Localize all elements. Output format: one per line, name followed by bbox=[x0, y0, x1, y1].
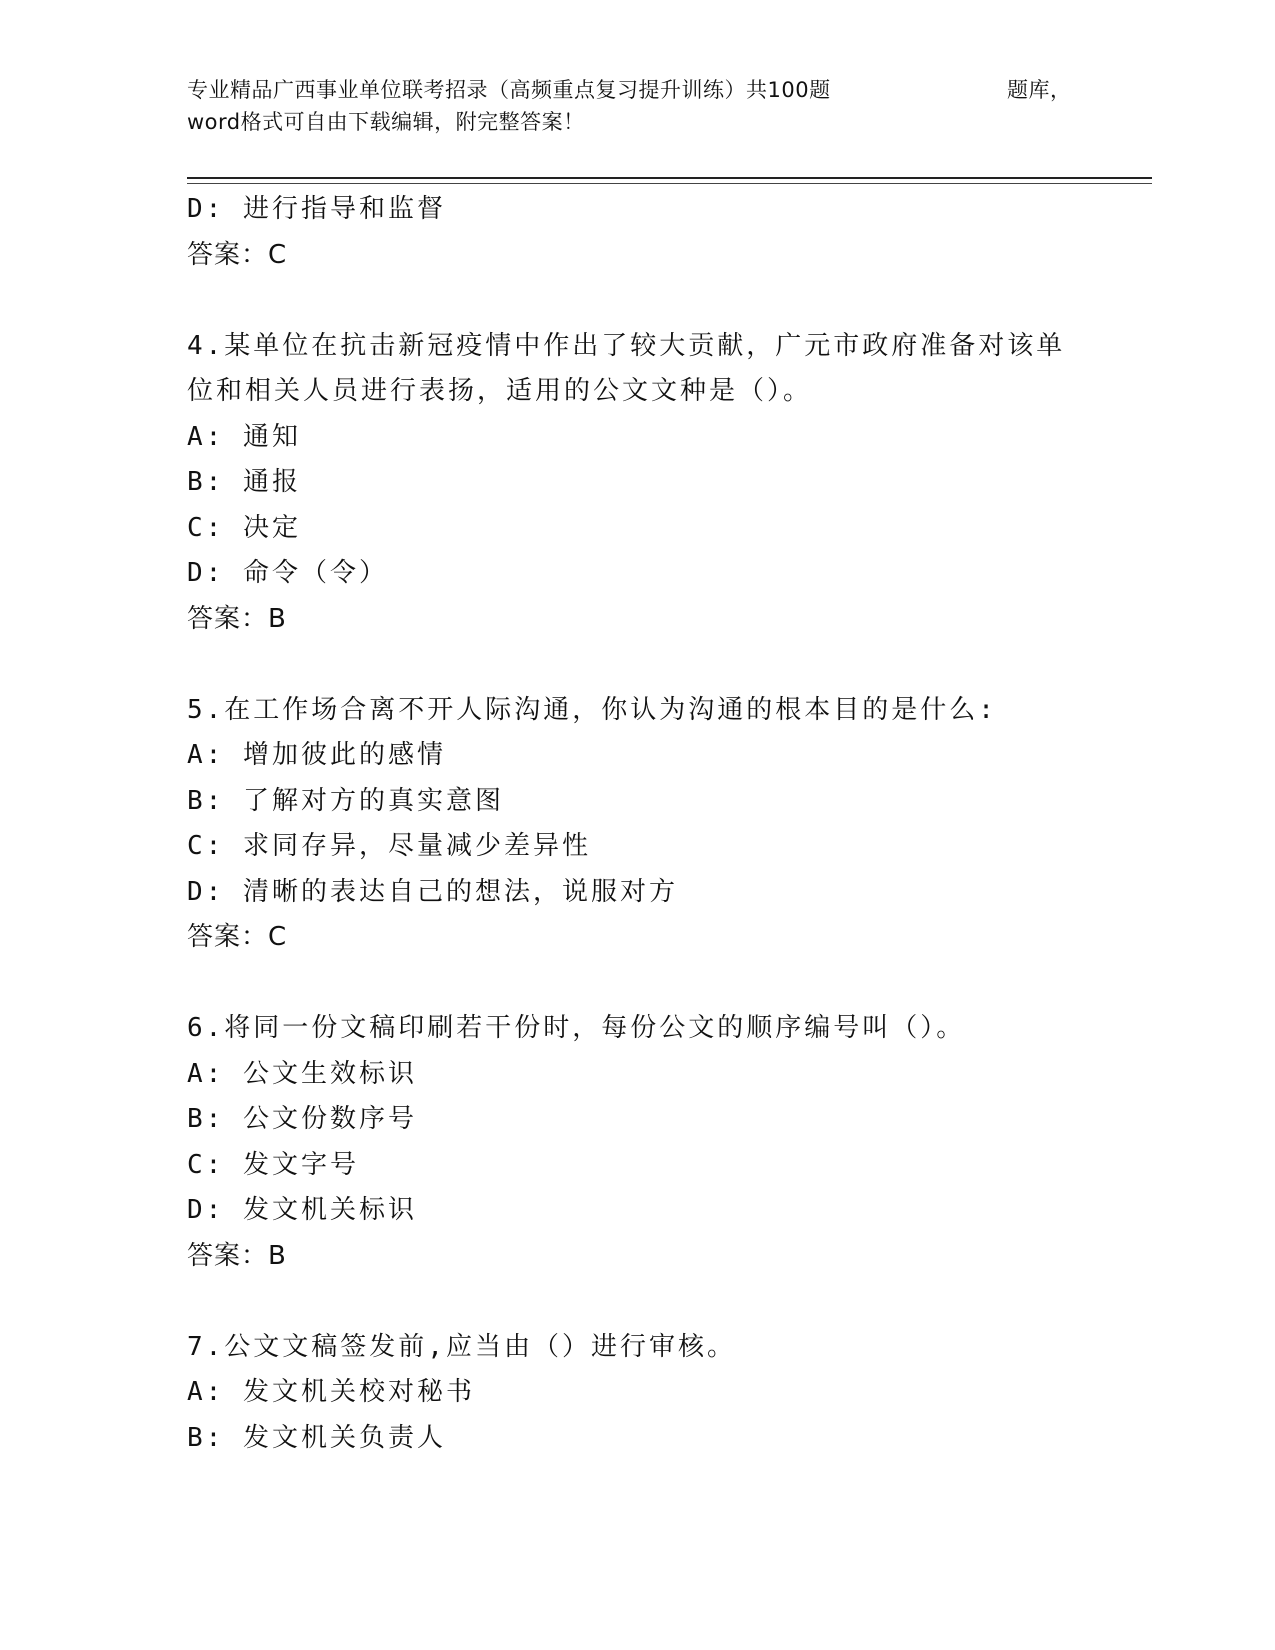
header-title: 专业精品广西事业单位联考招录（高频重点复习提升训练）共100题 bbox=[187, 78, 831, 102]
spacer bbox=[187, 1279, 1087, 1325]
question-stem: 6.将同一份文稿印刷若干份时，每份公文的顺序编号叫（）。 bbox=[187, 1013, 966, 1043]
spacer bbox=[187, 278, 1087, 324]
question-6 bbox=[187, 1006, 1087, 1279]
option-d: D: 发文机关标识 bbox=[187, 1195, 417, 1225]
spacer bbox=[187, 961, 1087, 1007]
question-7 bbox=[187, 1325, 1087, 1462]
answer: 答案：C bbox=[187, 239, 288, 270]
option-d: D: 命令（令） bbox=[187, 558, 388, 588]
answer: 答案：C bbox=[187, 922, 288, 952]
option-b: B: 了解对方的真实意图 bbox=[187, 785, 504, 816]
question-stem: 4.某单位在抗击新冠疫情中作出了较大贡献，广元市政府准备对该单 bbox=[187, 330, 1066, 361]
header-divider-thick bbox=[187, 177, 1152, 179]
option-c: C: 求同存异，尽量减少差异性 bbox=[187, 831, 591, 861]
spacer bbox=[187, 642, 1087, 688]
question-stem-continued: 位和相关人员进行表扬，适用的公文文种是（）。 bbox=[187, 376, 813, 406]
question-stem: 7.公文文稿签发前,应当由（）进行审核。 bbox=[187, 1331, 736, 1362]
answer: 答案：B bbox=[187, 1240, 287, 1271]
option-d: D: 清晰的表达自己的想法，说服对方 bbox=[187, 876, 678, 907]
header-title-tail: 题库， bbox=[1007, 78, 1072, 102]
question-list bbox=[187, 187, 1087, 1461]
option-a: A: 发文机关校对秘书 bbox=[187, 1377, 475, 1407]
header-line-2: word格式可自由下载编辑，附完整答案！ bbox=[187, 110, 585, 134]
option-b: B: 公文份数序号 bbox=[187, 1104, 417, 1134]
answer: 答案：B bbox=[187, 603, 287, 634]
option-c: C: 发文字号 bbox=[187, 1149, 359, 1180]
option-d: D: 进行指导和监督 bbox=[187, 194, 446, 224]
option-a: A: 通知 bbox=[187, 421, 301, 452]
option-c: C: 决定 bbox=[187, 512, 301, 543]
question-3-tail bbox=[187, 187, 1087, 278]
option-a: A: 公文生效标识 bbox=[187, 1058, 417, 1089]
option-b: B: 发文机关负责人 bbox=[187, 1422, 446, 1453]
header-divider-thin bbox=[187, 183, 1152, 184]
option-a: A: 增加彼此的感情 bbox=[187, 740, 446, 770]
document-header bbox=[187, 74, 1147, 138]
option-b: B: 通报 bbox=[187, 467, 301, 497]
header-line-1 bbox=[187, 74, 1147, 106]
question-4 bbox=[187, 324, 1087, 643]
question-stem: 5.在工作场合离不开人际沟通，你认为沟通的根本目的是什么: bbox=[187, 694, 997, 725]
question-5 bbox=[187, 688, 1087, 961]
